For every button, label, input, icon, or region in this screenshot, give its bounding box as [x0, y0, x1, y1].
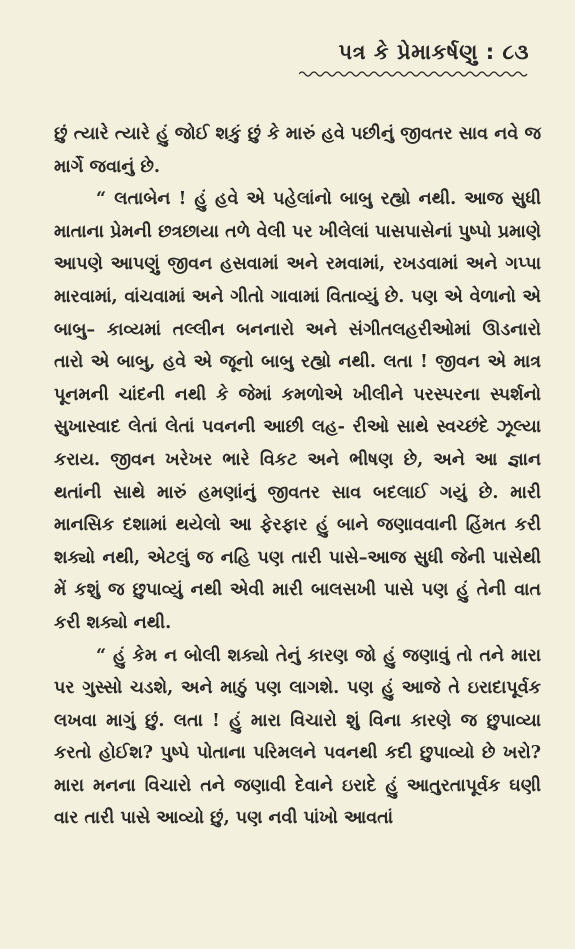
running-header: પત્ર કે પ્રેમાકર્ષણુ : ૮૩ [338, 40, 529, 64]
wavy-underline-ornament [299, 70, 529, 78]
paragraph-2: “ લતાબેન ! હું હવે એ પહેલાંનો બાબુ રહ્યો નથી. આજ સુધી માતાના પ્રેમની છત્રછાયા તળે વેલી પર ખીલેલાં પાસપાસેનાં પુષ્પો પ્રમાણે આપણે આપણું જીવન હસવામાં અને રમવામાં, રખડવામાં અને ગપ્પા મારવામાં, વાંચવામાં અને ગીતો ગાવામાં વિતાવ્યું છે. પણ એ વેળાનો એ બાબુ– કાવ્યમાં તલ્લીન બનનારો અને સંગીતલહરીઓમાં ઊડનારો તારો એ બાબુ, હવે એ જૂનો બાબુ રહ્યો નથી. લતા ! જીવન એ માત્ર પૂનમની ચાંદની નથી કે જેમાં કમળોએ ખીલીને પરસ્પરના સ્પર્શનો સુખાસ્વાદ લેતાં લેતાં પવનની આછી લહ- રીઓ સાથે સ્વચ્છંદે ઝૂલ્યા કરાય. જીવન ખરેખર ભારે વિકટ અને ભીષણ છે, અને આ જ્ઞાન થતાંની સાથે મારું હમણાંનું જીવતર સાવ બદલાઈ ગયું છે. મારી માનસિક દશામાં થયેલો આ ફેરફાર હું બાને જણાવવાની હિંમત કરી શક્યો નથી, એટલું જ નહિ પણ તારી પાસે–આજ સુધી જેની પાસેથી મેં કશું જ છુપાવ્યું નથી એવી મારી બાલસખી પાસે પણ હું તેની વાત કરી શક્યો નથી. [54, 189, 541, 633]
body-text [54, 118, 541, 835]
paragraph-3: “ હું કેમ ન બોલી શક્યો તેનું કારણ જો હું જણાવું તો તને મારા પર ગુસ્સો ચડશે, અને માઠું પણ લાગશે. પણ હું આજે તે ઇરાદાપૂર્વક લખવા માગું છું. લતા ! હું મારા વિચારો શું વિના કારણે જ છુપાવ્યા કરતો હોઈશ? પુષ્પે પોતાના પરિમલને પવનથી કદી છુપાવ્યો છે ખરો? મારા મનના વિચારો તને જણાવી દેવાને ઇરાદે હું આતુરતાપૂર્વક ઘણી વાર તારી પાસે આવ્યો છું, પણ નવી પાંખો આવતાં [54, 645, 541, 829]
paragraph-1: છું ત્યારે ત્યારે હું જોઈ શકું છું કે મારું હવે પછીનું જીવતર સાવ નવે જ માર્ગે જવાનું છે. [54, 124, 541, 177]
